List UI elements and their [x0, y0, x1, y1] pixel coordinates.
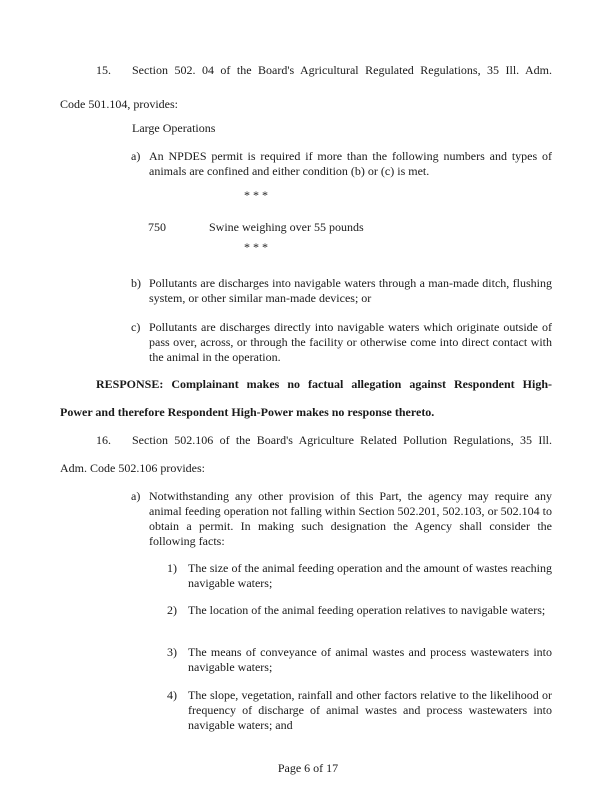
para-16-number: 16.	[96, 433, 111, 447]
item-c-text: Pollutants are discharges directly into navigable waters which originate outside of pass over, across, or through the facility or otherwise come into direct contact with the animal in the operation.	[149, 320, 552, 364]
response-line-2: Power and therefore Respondent High-Power makes no response thereto.	[60, 405, 435, 419]
ellipsis-stars-1: * * *	[244, 188, 268, 202]
factor-2-marker: 2)	[167, 603, 177, 617]
factor-3-text: The means of conveyance of animal wastes and process wastewaters into navigable waters;	[188, 645, 552, 674]
page-number: Page 6 of 17	[277, 761, 339, 775]
factor-1-marker: 1)	[167, 561, 177, 575]
factor-3-marker: 3)	[167, 645, 177, 659]
swine-count: 750	[148, 220, 166, 234]
para-16-line-2: Adm. Code 502.106 provides:	[60, 461, 205, 475]
para-15-number: 15.	[96, 63, 111, 77]
ellipsis-stars-2: * * *	[244, 240, 268, 254]
item-c-marker: c)	[131, 320, 141, 334]
factor-1-text: The size of the animal feeding operation and the amount of wastes reaching navigable waters;	[188, 561, 552, 590]
response-line-1: RESPONSE: Complainant makes no factual allegation against Respondent High-	[96, 377, 552, 391]
item-b-marker: b)	[131, 276, 141, 290]
item-a-marker: a)	[131, 149, 141, 163]
designation-a-text: Notwithstanding any other provision of this Part, the agency may require any animal feeding operation not falling within Section 502.201, 502.103, or 502.104 to obtain a permit. In making such designation the Agency shall consider the following facts:	[149, 489, 552, 548]
factor-4-marker: 4)	[167, 688, 177, 702]
para-15-line-2: Code 501.104, provides:	[60, 97, 178, 111]
factor-2-text: The location of the animal feeding operation relatives to navigable waters;	[188, 603, 546, 617]
para-15-line-1: Section 502. 04 of the Board's Agricultural Regulated Regulations, 35 Ill. Adm.	[132, 63, 552, 77]
large-operations-heading: Large Operations	[132, 121, 216, 135]
para-16-line-1: Section 502.106 of the Board's Agriculture Related Pollution Regulations, 35 Ill.	[132, 433, 552, 447]
designation-a-marker: a)	[131, 489, 141, 503]
factor-4-text: The slope, vegetation, rainfall and other factors relative to the likelihood or frequency of discharge of animal wastes and process wastewaters into navigable waters; and	[188, 688, 552, 732]
item-b-text: Pollutants are discharges into navigable waters through a man-made ditch, flushing system, or other similar man-made devices; or	[149, 276, 552, 305]
item-a-text: An NPDES permit is required if more than the following numbers and types of animals are confined and either condition (b) or (c) is met.	[149, 149, 552, 178]
swine-description: Swine weighing over 55 pounds	[209, 220, 364, 234]
